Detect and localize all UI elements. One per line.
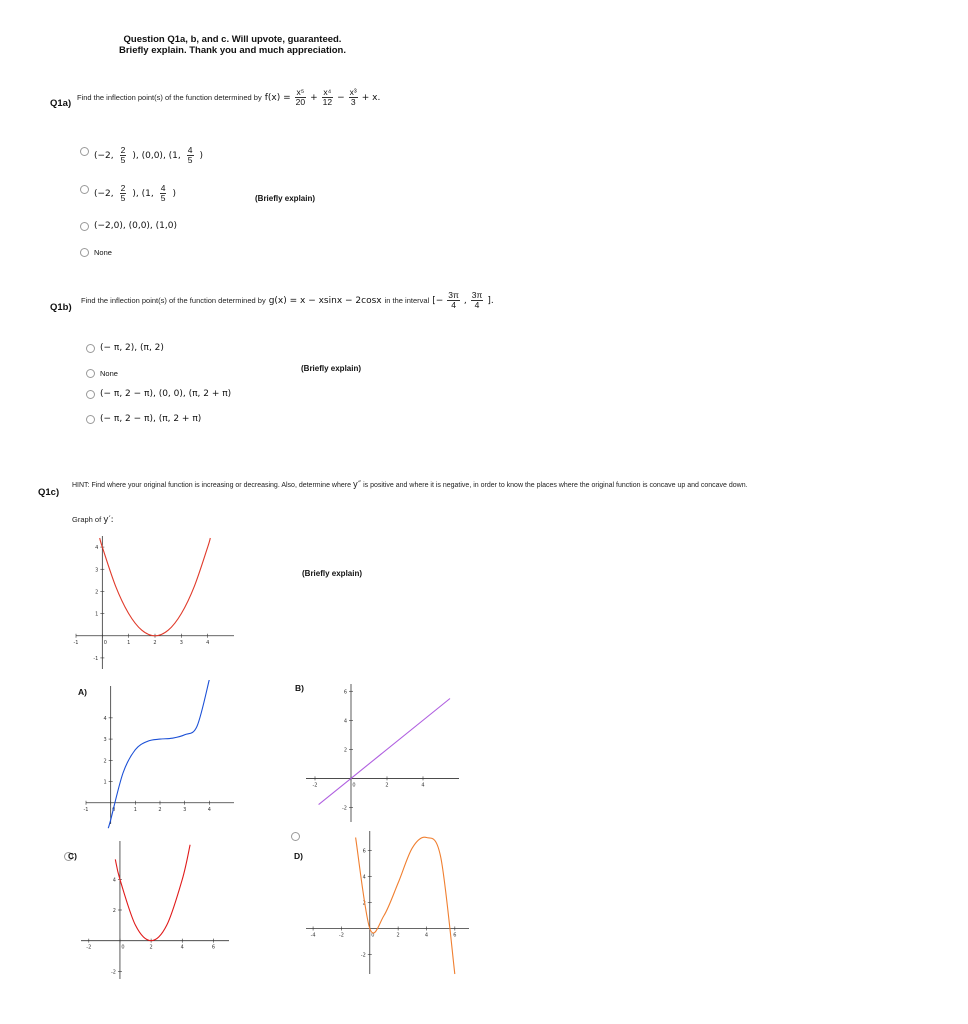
q1b-option-1[interactable]	[86, 343, 164, 353]
q1c-explain: (Briefly explain)	[302, 569, 363, 578]
y-tick-label: 4	[343, 718, 347, 725]
y-tick-label: 1	[95, 611, 99, 618]
q1a-option-1-part2: ), (0,0), (1,	[132, 150, 181, 161]
y-tick-label: 4	[103, 715, 107, 722]
frac-num: 3π	[448, 290, 459, 300]
q1a-label: Q1a)	[50, 98, 72, 109]
frac-den: 4	[451, 300, 456, 310]
q1b-prompt-row	[81, 291, 494, 310]
y-tick-label: 1	[103, 779, 107, 786]
frac-num: 4	[160, 183, 166, 193]
q1b-interval-open: [−	[432, 295, 444, 306]
q1b-option-3-radio[interactable]	[86, 390, 95, 399]
q1a-option-4-radio[interactable]	[80, 248, 89, 257]
q1a-option-1[interactable]	[80, 146, 203, 165]
choice-b-label[interactable]: B)	[295, 683, 304, 693]
q1b-option-1-radio[interactable]	[86, 344, 95, 353]
x-tick-label: 1	[133, 806, 137, 813]
y-tick-label: 4	[112, 877, 116, 884]
q1b-option-2-radio[interactable]	[86, 369, 95, 378]
x-tick-label: 2	[149, 944, 153, 951]
q1a-op1: +	[310, 92, 318, 103]
q1c-graph-of: Graph of	[72, 515, 102, 524]
q1b-function: g(x) = x − xsinx − 2cosx	[268, 295, 382, 306]
frac-num: 2	[120, 145, 126, 155]
choice-d-label[interactable]: D)	[294, 851, 303, 861]
q1a-term3-num: x³	[349, 87, 357, 97]
frac-den: 5	[160, 193, 166, 203]
y-tick-label: 2	[112, 908, 116, 914]
q1a-option-1-frac1	[120, 146, 127, 165]
q1b-label: Q1b)	[50, 302, 72, 313]
q1a-prompt: Find the inflection point(s) of the function determined by	[77, 93, 262, 102]
chart-yprime	[70, 530, 240, 675]
x-tick-label: -4	[310, 932, 316, 939]
frac-num: 4	[187, 145, 193, 155]
x-tick-label: 0	[103, 639, 107, 646]
frac-den: 5	[187, 155, 193, 165]
q1b-option-1-text: (− π, 2), (π, 2)	[100, 343, 164, 353]
series-curve	[100, 538, 211, 636]
x-tick-label: 4	[421, 782, 425, 789]
x-tick-label: 0	[121, 944, 125, 951]
chart-choice-d[interactable]	[300, 825, 475, 980]
x-tick-label: 1	[127, 639, 131, 646]
q1a-term1-den: 20	[295, 97, 306, 107]
header-line-2: Briefly explain. Thank you and much appreciation.	[119, 45, 346, 56]
q1a-function-tail: + x.	[361, 92, 381, 103]
q1b-prompt: Find the inflection point(s) of the function determined by	[81, 296, 266, 305]
q1c-graph-caption	[72, 515, 114, 525]
q1a-op2: −	[337, 92, 345, 103]
y-tick-label: 6	[343, 689, 347, 696]
x-tick-label: 4	[207, 806, 211, 813]
y-tick-label: -2	[342, 805, 347, 812]
y-tick-label: 2	[103, 758, 107, 765]
q1b-option-3[interactable]	[86, 389, 231, 399]
x-tick-label: 3	[183, 806, 187, 813]
q1a-option-2-part2: ), (1,	[132, 188, 154, 199]
q1a-option-2-frac2	[160, 184, 167, 203]
q1b-option-4-text: (− π, 2 − π), (π, 2 + π)	[100, 414, 202, 424]
chart-choice-a[interactable]	[80, 680, 240, 830]
y-tick-label: -1	[93, 655, 99, 662]
q1c-label: Q1c)	[38, 487, 60, 498]
y-tick-label: 4	[362, 874, 366, 881]
x-tick-label: 0	[112, 806, 116, 813]
x-tick-label: 4	[424, 932, 429, 939]
x-tick-label: 2	[385, 782, 389, 789]
q1a-option-2-part1: (−2,	[94, 188, 114, 199]
y-tick-label: 2	[362, 900, 366, 907]
q1a-option-2-frac1	[120, 184, 127, 203]
q1a-option-3[interactable]	[80, 221, 177, 231]
y-tick-label: 3	[95, 567, 99, 574]
x-tick-label: 4	[180, 944, 184, 951]
page-header	[90, 34, 375, 56]
choice-a-label[interactable]: A)	[78, 687, 87, 697]
y-tick-label: 3	[103, 737, 107, 744]
x-tick-label: -2	[338, 932, 344, 939]
y-tick-label: 2	[95, 589, 99, 596]
x-tick-label: -1	[83, 806, 89, 813]
q1b-interval-sep: ,	[463, 295, 467, 306]
series-curve	[319, 699, 450, 805]
x-tick-label: 0	[371, 932, 375, 939]
x-tick-label: 3	[179, 639, 183, 646]
q1a-option-4-text: None	[94, 248, 112, 257]
q1a-term2-num: x⁴	[323, 87, 332, 97]
q1b-option-4[interactable]	[86, 414, 201, 424]
q1c-hint	[72, 480, 748, 490]
q1a-option-1-radio[interactable]	[80, 147, 89, 156]
q1c-hint-b: is positive and where it is negative, in order to know the places where the original function is concave up and concave down.	[363, 482, 748, 489]
q1a-option-3-text: (−2,0), (0,0), (1,0)	[94, 221, 177, 231]
frac-num: 2	[120, 183, 126, 193]
q1a-explain: (Briefly explain)	[255, 194, 316, 203]
q1a-term3-den: 3	[350, 97, 356, 107]
q1b-option-2[interactable]	[86, 369, 118, 378]
y-tick-label: 2	[343, 747, 347, 754]
q1b-interval-a	[447, 291, 460, 310]
y-tick-label: 4	[95, 545, 99, 552]
q1b-option-4-radio[interactable]	[86, 415, 95, 424]
q1b-option-2-text: None	[100, 369, 118, 378]
q1a-option-1-part1: (−2,	[94, 150, 114, 161]
choice-d-radio[interactable]	[291, 832, 300, 841]
x-tick-label: 2	[153, 639, 157, 646]
q1a-term1	[295, 88, 306, 107]
x-tick-label: 2	[396, 932, 400, 939]
q1a-prompt-row	[77, 88, 380, 107]
chart-choice-c[interactable]	[75, 835, 235, 985]
q1a-term1-num: x⁵	[296, 87, 305, 97]
q1a-term2	[322, 88, 333, 107]
q1c-graph-symbol: y′:	[103, 515, 114, 525]
q1a-option-1-part3: )	[199, 150, 204, 161]
choice-c-label[interactable]: C)	[68, 851, 77, 861]
q1a-option-3-radio[interactable]	[80, 222, 89, 231]
frac-num: 3π	[471, 290, 483, 300]
q1b-interval-text: in the interval	[384, 296, 430, 305]
q1a-option-1-frac2	[187, 146, 194, 165]
q1b-explain: (Briefly explain)	[301, 364, 362, 373]
x-tick-label: 6	[453, 932, 457, 939]
q1b-interval-b	[471, 291, 484, 310]
q1c-hint-a: HINT: Find where your original function is increasing or decreasing. Also, determine where	[72, 482, 351, 489]
x-tick-label: 2	[158, 806, 162, 813]
chart-choice-b[interactable]	[300, 678, 465, 828]
q1a-option-2-part3: )	[172, 188, 176, 199]
frac-den: 5	[120, 155, 126, 165]
x-tick-label: 6	[211, 944, 216, 951]
series-curve	[112, 845, 190, 941]
q1a-option-2[interactable]	[80, 184, 176, 203]
x-tick-label: -2	[312, 782, 318, 789]
header-line-1: Question Q1a, b, and c. Will upvote, guaranteed.	[123, 34, 342, 45]
q1b-interval-close: ].	[487, 295, 494, 306]
x-tick-label: 0	[352, 782, 356, 789]
series-curve	[356, 837, 455, 974]
y-tick-label: 6	[362, 848, 366, 855]
q1a-option-4[interactable]	[80, 248, 112, 257]
frac-den: 4	[474, 300, 480, 310]
q1a-term3	[349, 88, 358, 107]
q1a-function-lhs: f(x) =	[264, 92, 291, 103]
q1b-option-3-text: (− π, 2 − π), (0, 0), (π, 2 + π)	[100, 389, 232, 399]
frac-den: 5	[120, 193, 126, 203]
x-tick-label: -2	[86, 944, 92, 951]
y-tick-label: -2	[360, 952, 366, 959]
q1a-term2-den: 12	[322, 97, 333, 107]
x-tick-label: -1	[73, 639, 79, 646]
q1c-hint-symbol: y″	[352, 480, 362, 490]
x-tick-label: 4	[206, 639, 210, 646]
q1a-option-2-radio[interactable]	[80, 185, 89, 194]
y-tick-label: -2	[110, 969, 116, 976]
